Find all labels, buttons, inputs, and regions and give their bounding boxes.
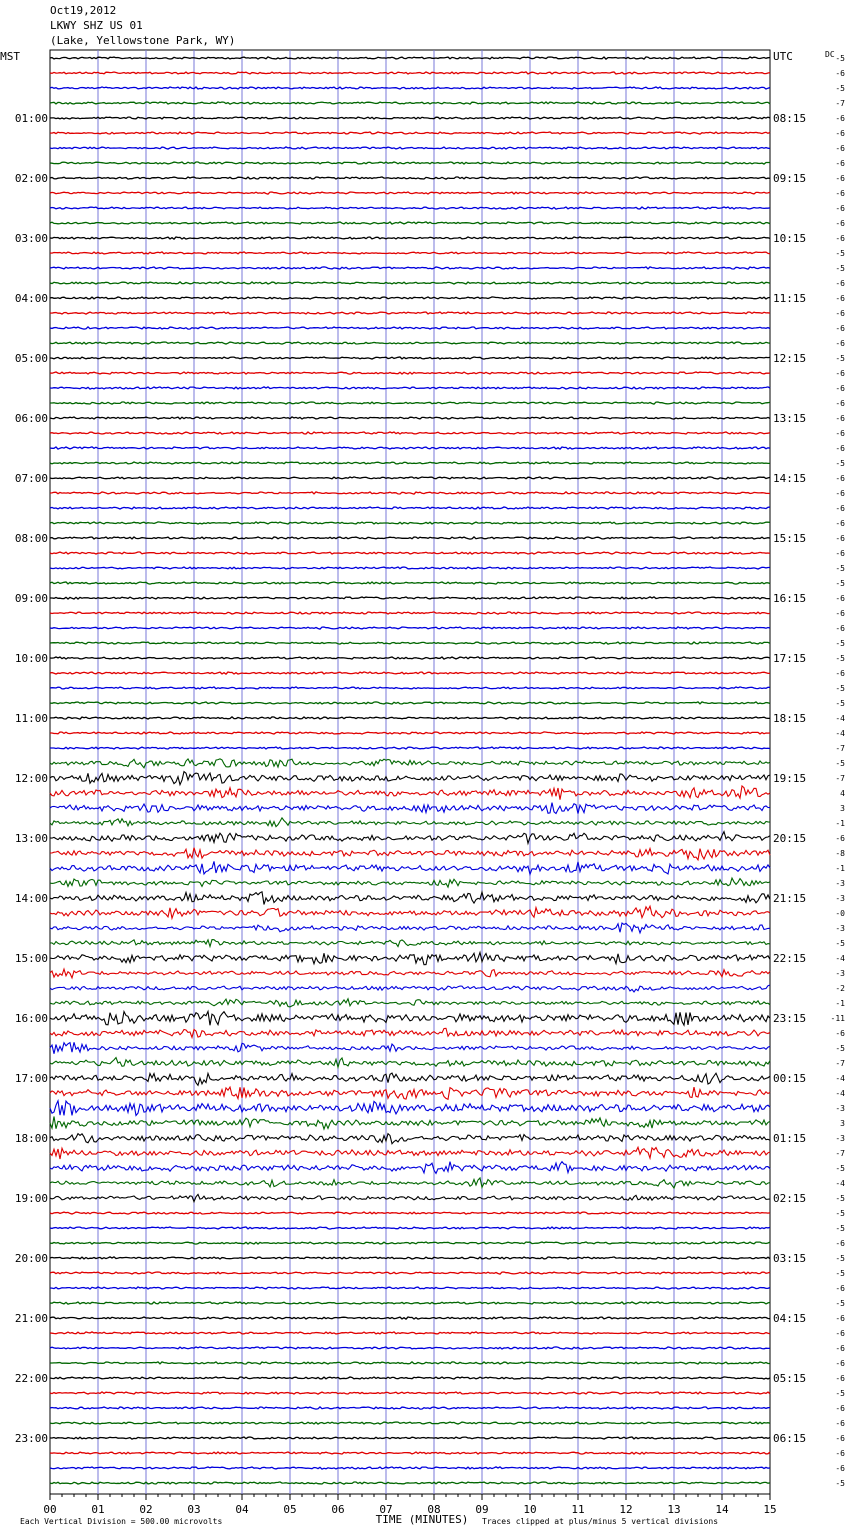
dc-offset-label: -6 [835,1239,845,1248]
mst-hour-label: 17:00 [14,1072,48,1085]
dc-offset-label: -6 [835,669,845,678]
seismic-trace [50,747,770,749]
dc-offset-label: -6 [835,834,845,843]
dc-offset-label: -6 [835,1404,845,1413]
seismic-trace [50,1227,770,1229]
utc-hour-label: 11:15 [773,292,807,305]
seismic-trace [50,1011,770,1025]
x-tick-label: 02 [139,1503,153,1516]
utc-hour-label: 00:15 [773,1072,807,1085]
dc-offset-label: -5 [835,54,845,63]
dc-offset-label: -4 [835,1089,845,1098]
dc-offset-label: -3 [835,1104,845,1113]
utc-hour-label: 08:15 [773,112,807,125]
seismic-trace [50,672,770,674]
mst-axis-title: MST [0,50,20,63]
seismic-trace [50,282,770,284]
seismic-trace [50,522,770,524]
dc-offset-label: -5 [835,1194,845,1203]
dc-offset-label: -6 [835,1419,845,1428]
seismic-trace [50,267,770,269]
seismic-trace [50,999,770,1007]
dc-offset-label: -5 [835,1479,845,1488]
seismic-trace [50,1101,770,1116]
dc-offset-label: -5 [835,1044,845,1053]
seismic-trace [50,492,770,494]
seismic-trace [50,162,770,164]
mst-hour-label: 14:00 [14,892,48,905]
dc-offset-label: -5 [835,249,845,258]
seismic-trace [50,477,770,479]
seismic-trace [50,1073,770,1085]
seismic-trace [50,507,770,509]
station-code: LKWY SHZ US 01 [50,19,143,32]
seismic-trace [50,803,770,814]
seismic-trace [50,1317,770,1319]
seismic-trace [50,207,770,209]
dc-offset-label: -7 [835,1149,845,1158]
x-tick-label: 01 [91,1503,105,1516]
seismic-trace [50,1347,770,1349]
seismic-trace [50,582,770,584]
dc-offset-label: -6 [835,1314,845,1323]
dc-offset-label: -5 [835,1164,845,1173]
utc-hour-label: 02:15 [773,1192,807,1205]
seismic-trace [50,402,770,404]
dc-offset-label: -6 [835,1029,845,1038]
dc-offset-label: -3 [835,924,845,933]
dc-offset-label: -6 [835,69,845,78]
dc-offset-label: -1 [835,999,845,1008]
seismic-trace [50,1392,770,1394]
utc-hour-label: 09:15 [773,172,807,185]
dc-offset-label: -6 [835,1284,845,1293]
utc-hour-label: 20:15 [773,832,807,845]
seismic-trace [50,537,770,539]
seismic-trace [50,1452,770,1454]
seismic-trace [50,818,770,827]
seismic-trace [50,1042,770,1054]
seismic-trace [50,192,770,194]
dc-offset-label: -5 [835,684,845,693]
dc-offset-label: -5 [835,654,845,663]
seismic-trace [50,906,770,918]
seismic-trace [50,177,770,179]
utc-hour-label: 10:15 [773,232,807,245]
seismic-trace [50,772,770,785]
x-tick-label: 15 [763,1503,777,1516]
dc-offset-label: -5 [835,939,845,948]
seismic-trace [50,567,770,569]
dc-offset-label: -6 [835,399,845,408]
seismic-trace [50,147,770,149]
seismic-trace [50,57,770,59]
seismic-trace [50,657,770,659]
dc-offset-label: -3 [835,969,845,978]
dc-offset-label: -6 [835,1344,845,1353]
seismic-trace [50,132,770,134]
seismic-trace [50,985,770,992]
dc-offset-label: -4 [835,714,845,723]
mst-hour-label: 19:00 [14,1192,48,1205]
dc-offset-label: -3 [835,879,845,888]
seismic-trace [50,1437,770,1439]
mst-hour-label: 15:00 [14,952,48,965]
dc-offset-label: -6 [835,339,845,348]
seismic-trace [50,417,770,419]
seismic-trace [50,1362,770,1364]
dc-offset-label: -6 [835,519,845,528]
x-tick-label: 12 [619,1503,633,1516]
seismic-trace [50,1257,770,1259]
dc-offset-label: -6 [835,1359,845,1368]
dc-offset-label: -6 [835,159,845,168]
dc-offset-label: 3 [840,1119,845,1128]
plot-frame [50,50,770,1494]
seismic-trace [50,237,770,239]
clip-note: Traces clipped at plus/minus 5 vertical divisions [482,1517,719,1526]
seismic-trace [50,597,770,599]
dc-offset-label: -6 [835,609,845,618]
utc-hour-label: 19:15 [773,772,807,785]
seismic-trace [50,717,770,719]
dc-offset-label: -4 [835,1179,845,1188]
seismic-trace [50,357,770,359]
dc-offset-label: -4 [835,1074,845,1083]
seismic-trace [50,117,770,119]
utc-hour-label: 22:15 [773,952,807,965]
dc-offset-label: -6 [835,414,845,423]
mst-hour-label: 16:00 [14,1012,48,1025]
x-tick-label: 14 [715,1503,729,1516]
seismic-trace [50,1147,770,1159]
seismic-trace [50,87,770,89]
dc-offset-label: -5 [835,459,845,468]
seismic-trace [50,1178,770,1188]
utc-hour-label: 01:15 [773,1132,807,1145]
dc-offset-label: -6 [835,1464,845,1473]
seismic-trace [50,372,770,374]
seismic-trace [50,342,770,344]
seismic-trace [50,1242,770,1244]
x-tick-label: 03 [187,1503,201,1516]
seismic-trace [50,832,770,844]
mst-hour-label: 01:00 [14,112,48,125]
mst-hour-label: 11:00 [14,712,48,725]
plot-date: Oct19,2012 [50,4,117,17]
dc-offset-label: -5 [835,1269,845,1278]
utc-hour-label: 16:15 [773,592,807,605]
x-tick-label: 06 [331,1503,345,1516]
dc-offset-label: -4 [835,729,845,738]
seismic-trace [50,612,770,614]
seismic-trace [50,72,770,74]
x-tick-label: 13 [667,1503,681,1516]
mst-hour-label: 20:00 [14,1252,48,1265]
utc-hour-label: 23:15 [773,1012,807,1025]
x-tick-label: 05 [283,1503,297,1516]
seismic-trace [50,387,770,389]
utc-axis-title: UTC [773,50,793,63]
dc-offset-label: -5 [835,759,845,768]
mst-hour-label: 10:00 [14,652,48,665]
seismic-trace [50,102,770,104]
dc-offset-label: -7 [835,99,845,108]
mst-hour-label: 21:00 [14,1312,48,1325]
seismic-trace [50,1134,770,1144]
dc-offset-label: -6 [835,279,845,288]
utc-hour-label: 13:15 [773,412,807,425]
dc-offset-label: -0 [835,909,845,918]
utc-hour-label: 21:15 [773,892,807,905]
seismic-trace [50,1332,770,1334]
dc-offset-label: -5 [835,1389,845,1398]
dc-offset-label: -6 [835,219,845,228]
seismic-trace [50,1194,770,1201]
seismic-trace [50,1407,770,1409]
x-tick-label: 11 [571,1503,585,1516]
seismic-trace [50,952,770,964]
dc-offset-label: -11 [830,1014,845,1023]
mst-hour-label: 18:00 [14,1132,48,1145]
dc-offset-label: -6 [835,549,845,558]
dc-offset-label: -6 [835,294,845,303]
dc-offset-label: -6 [835,429,845,438]
dc-offset-label: -6 [835,624,845,633]
seismic-trace [50,969,770,978]
dc-offset-label: -6 [835,1329,845,1338]
dc-offset-label: -6 [835,1374,845,1383]
seismic-trace [50,940,770,947]
dc-offset-label: -6 [835,504,845,513]
dc-offset-label: -4 [835,954,845,963]
dc-offset-label: -6 [835,534,845,543]
dc-offset-label: -5 [835,1254,845,1263]
dc-offset-label: -6 [835,444,845,453]
mst-hour-label: 09:00 [14,592,48,605]
dc-offset-label: 4 [840,789,845,798]
utc-hour-label: 17:15 [773,652,807,665]
seismic-trace [50,1467,770,1469]
dc-offset-label: -5 [835,699,845,708]
seismic-trace [50,462,770,464]
dc-offset-label: -6 [835,1449,845,1458]
mst-hour-label: 02:00 [14,172,48,185]
x-tick-label: 08 [427,1503,441,1516]
dc-offset-label: -6 [835,474,845,483]
seismic-trace [50,892,770,905]
seismic-trace [50,786,770,800]
x-tick-label: 09 [475,1503,489,1516]
station-location: (Lake, Yellowstone Park, WY) [50,34,236,47]
seismic-trace [50,552,770,554]
dc-offset-label: -5 [835,639,845,648]
seismic-trace [50,878,770,887]
dc-offset-label: -5 [835,354,845,363]
utc-hour-label: 03:15 [773,1252,807,1265]
seismic-trace [50,642,770,644]
x-tick-label: 07 [379,1503,393,1516]
x-tick-label: 00 [43,1503,57,1516]
dc-offset-label: -8 [835,849,845,858]
dc-offset-label: -1 [835,864,845,873]
dc-axis-title: DC [825,50,835,59]
dc-offset-label: -5 [835,564,845,573]
dc-offset-label: -5 [835,1209,845,1218]
mst-hour-label: 23:00 [14,1432,48,1445]
seismic-trace [50,1212,770,1214]
dc-offset-label: -6 [835,309,845,318]
utc-hour-label: 05:15 [773,1372,807,1385]
seismic-trace [50,1482,770,1484]
seismic-trace [50,1272,770,1274]
dc-offset-label: -1 [835,819,845,828]
utc-hour-label: 15:15 [773,532,807,545]
dc-offset-label: -2 [835,984,845,993]
mst-hour-label: 13:00 [14,832,48,845]
utc-hour-label: 14:15 [773,472,807,485]
dc-offset-label: -5 [835,264,845,273]
mst-hour-label: 08:00 [14,532,48,545]
seismic-trace [50,687,770,689]
seismic-trace [50,297,770,299]
seismic-trace [50,312,770,314]
dc-offset-label: -7 [835,774,845,783]
dc-offset-label: 3 [840,804,845,813]
mst-hour-label: 05:00 [14,352,48,365]
dc-offset-label: -5 [835,1224,845,1233]
dc-offset-label: -6 [835,1434,845,1443]
dc-offset-label: -6 [835,384,845,393]
seismic-trace [50,1287,770,1289]
seismic-trace [50,1422,770,1424]
seismic-trace [50,252,770,254]
dc-offset-label: -5 [835,579,845,588]
dc-offset-label: -6 [835,369,845,378]
seismic-trace [50,732,770,734]
mst-hour-label: 06:00 [14,412,48,425]
dc-offset-label: -6 [835,489,845,498]
seismic-trace [50,702,770,704]
seismic-trace [50,222,770,224]
utc-hour-label: 12:15 [773,352,807,365]
seismic-trace [50,861,770,874]
dc-offset-label: -6 [835,189,845,198]
utc-hour-label: 06:15 [773,1432,807,1445]
dc-offset-label: -5 [835,84,845,93]
seismic-trace [50,1058,770,1068]
utc-hour-label: 04:15 [773,1312,807,1325]
dc-offset-label: -6 [835,204,845,213]
dc-offset-label: -3 [835,1134,845,1143]
seismic-trace [50,1377,770,1379]
mst-hour-label: 04:00 [14,292,48,305]
x-tick-label: 04 [235,1503,249,1516]
seismic-trace [50,327,770,329]
seismic-trace [50,1162,770,1174]
utc-hour-label: 18:15 [773,712,807,725]
x-tick-label: 10 [523,1503,537,1516]
x-axis-title: TIME (MINUTES) [375,1513,469,1526]
seismic-trace [50,432,770,434]
seismic-trace [50,447,770,449]
dc-offset-label: -6 [835,144,845,153]
mst-hour-label: 07:00 [14,472,48,485]
dc-offset-label: -6 [835,129,845,138]
dc-offset-label: -6 [835,114,845,123]
dc-offset-label: -6 [835,324,845,333]
dc-offset-label: -7 [835,744,845,753]
dc-offset-label: -6 [835,594,845,603]
seismic-trace [50,1028,770,1037]
mst-hour-label: 22:00 [14,1372,48,1385]
mst-hour-label: 03:00 [14,232,48,245]
seismic-trace [50,923,770,933]
dc-offset-label: -7 [835,1059,845,1068]
dc-offset-label: -5 [835,1299,845,1308]
seismic-trace [50,627,770,629]
dc-offset-label: -3 [835,894,845,903]
seismic-trace [50,1117,770,1130]
seismic-trace [50,848,770,860]
dc-offset-label: -6 [835,234,845,243]
scale-note: Each Vertical Division = 500.00 microvolts [20,1517,223,1526]
seismic-trace [50,1302,770,1304]
dc-offset-label: -6 [835,174,845,183]
seismic-trace [50,1087,770,1099]
mst-hour-label: 12:00 [14,772,48,785]
seismic-trace [50,759,770,768]
